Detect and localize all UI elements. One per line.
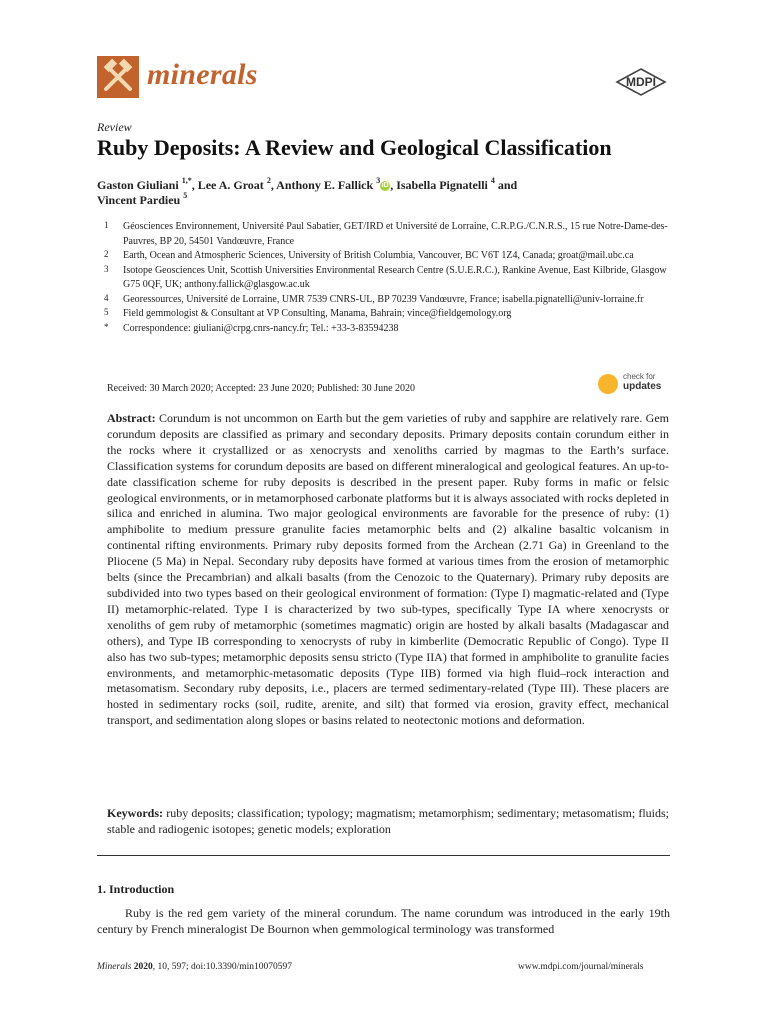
author-sup: 5: [183, 191, 188, 200]
affiliation-num: *: [104, 321, 109, 332]
author-sup: 3: [376, 176, 381, 185]
affiliation-text: Earth, Ocean and Atmospheric Sciences, University of British Columbia, Vancouver, BC V6T 1Z4, Canada; groat@mail.ubc.ca: [123, 250, 634, 261]
author-name[interactable]: Gaston Giuliani: [97, 178, 179, 192]
author-name[interactable]: Lee A. Groat: [197, 178, 264, 192]
author-list: Gaston Giuliani $^{1,*}$, Lee A. Groat $^2$, Anthony E. Fallick $^3$iD , Isabella Pignatelli $^4$ and: [97, 176, 518, 192]
keywords-label: Keywords:: [107, 806, 163, 820]
abstract-label: Abstract:: [107, 411, 156, 425]
footer-rest: , 10, 597; doi:10.3390/min10070597: [152, 962, 293, 972]
author-name[interactable]: Vincent Pardieu: [97, 193, 181, 207]
affiliation-text: Correspondence: giuliani@crpg.cnrs-nancy.fr; Tel.: +33-3-83594238: [123, 322, 399, 334]
keywords-text: ruby deposits; classification; typology; magmatism; metamorphism; sedimentary; metasomatism; fluids; stable and radiogenic isotopes; genetic models; exploration: [107, 806, 670, 836]
keywords: [107, 806, 669, 838]
check-updates-icon: [598, 374, 618, 394]
mdpi-label: MDPI: [626, 75, 656, 89]
affiliation-item: [97, 293, 673, 308]
affiliation-num: 2: [104, 249, 109, 259]
author-list-cont: [97, 193, 187, 208]
crossed-hammers-icon: [97, 56, 139, 98]
footer-citation: [97, 962, 292, 972]
affiliation-text: Isotope Geosciences Unit, Scottish Universities Environmental Research Centre (S.U.E.R.C.), Rankine Avenue, East Kilbride, Glasgow G75 0QF, UK; anthony.fallick@glasgow.ac.uk: [123, 264, 667, 290]
affiliation-item: [97, 249, 673, 264]
affiliation-item: [97, 307, 673, 322]
page-title: Ruby Deposits: A Review and Geological Classification: [97, 135, 612, 160]
check-updates-line2: updates: [623, 381, 662, 392]
footer-year: 2020: [133, 962, 153, 972]
author-sup: 2: [266, 176, 271, 185]
affiliation-text: Field gemmologist & Consultant at VP Consulting, Manama, Bahrain; vince@fieldgemology.org: [123, 308, 512, 319]
author-name[interactable]: Isabella Pignatelli: [396, 178, 488, 192]
article-type: Review: [97, 120, 132, 134]
affiliation-num: 4: [104, 292, 109, 303]
footer-journal: Minerals: [97, 962, 132, 972]
affiliations: [97, 220, 673, 336]
check-updates-line1: check for: [623, 372, 656, 381]
affiliation-num: 1: [104, 220, 109, 230]
section-heading: 1. Introduction: [97, 882, 175, 896]
affiliation-num: 3: [104, 263, 109, 274]
abstract: [107, 411, 669, 729]
affiliation-num: 5: [104, 307, 109, 317]
abstract-text: Corundum is not uncommon on Earth but the gem varieties of ruby and sapphire are relatively rare. Gem corundum deposits are classified as primary and secondary deposits. Primary deposits contain corundum either in the rocks where it crystallized or as xenocrysts and xenoliths carried by magmas to the Earth’s surface. Classification systems for corundum deposits are based on different mineralogical and geological features. An up-to-date classification scheme for ruby deposits is described in the present paper. Ruby forms in mafic or felsic geological environments, or in metamorphosed carbonate platforms but it is always associated with rocks depleted in silica and enriched in alumina. Two major geological environments are favorable for the presence of ruby: (1) amphibolite to medium pressure granulite facies metamorphic belts and (2) alkaline basaltic volcanism in continental rifting environments. Primary ruby deposits formed from the Archean (2.71 Ga) in Greenland to the Pliocene (5 Ma) in Nepal. Secondary ruby deposits have formed at various times from the erosion of metamorphic belts (since the Precambrian) and alkali basalts (from the Cenozoic to the Quaternary). Primary ruby deposits are subdivided into two types based on their geological environment of formation: (Type I) magmatic-related and (Type II) metamorphic-related. Type I is characterized by two sub-types, specifically Type IA where xenocrysts or xenoliths of gem ruby of metamorphic (sometimes magmatic) origin are hosted by alkali basalts (Madagascar and others), and Type IB corresponding to xenocrysts of ruby in kimberlite (Democratic Republic of Congo). Type II also has two sub-types; metamorphic deposits sensu stricto (Type IIA) that formed in amphibolite to granulite facies environments, and metamorphic-metasomatic deposits (Type IIB) formed via high fluid–rock interaction and metasomatism. Secondary ruby deposits, i.e., placers are termed sedimentary-related (Type III). These placers are hosted in sedimentary rocks (soil, rudite, arenite, and silt) that formed via erosion, gravity effect, mechanical transport, and sedimentation along slopes or basins related to neotectonic motions and deformation.: [107, 411, 670, 728]
check-updates-button[interactable]: [598, 372, 672, 398]
orcid-icon[interactable]: iD: [381, 182, 389, 190]
correspondence-item: [97, 322, 673, 337]
journal-name[interactable]: minerals: [147, 58, 258, 91]
footer-url[interactable]: www.mdpi.com/journal/minerals: [518, 962, 644, 972]
affiliation-item: [97, 264, 673, 293]
publication-dates: Received: 30 March 2020; Accepted: 23 June 2020; Published: 30 June 2020: [107, 383, 416, 394]
author-sup: 1,*: [181, 176, 192, 185]
section-divider: [97, 855, 670, 856]
author-name[interactable]: Anthony E. Fallick: [276, 178, 374, 192]
journal-logo: [97, 56, 139, 98]
author-connector: and: [497, 178, 518, 192]
mdpi-logo[interactable]: [613, 67, 669, 102]
author-sup: 4: [490, 176, 495, 185]
affiliation-text: Géosciences Environnement, Université Paul Sabatier, GET/IRD et Université de Lorraine, C.R.P.G./C.N.R.S., 15 rue Notre-Dame-des-Pauvres, BP 20, 54501 Vandœuvre, France: [123, 221, 668, 247]
affiliation-text: Georessources, Université de Lorraine, UMR 7539 CNRS-UL, BP 70239 Vandœuvre, France; isabella.pignatelli@univ-lorraine.fr: [123, 293, 644, 305]
affiliation-item: [97, 220, 673, 249]
intro-paragraph: Ruby is the red gem variety of the mineral corundum. The name corundum was introduced in the early 19th century by French mineralogist De Bournon when gemmological terminology was transformed: [97, 906, 670, 936]
